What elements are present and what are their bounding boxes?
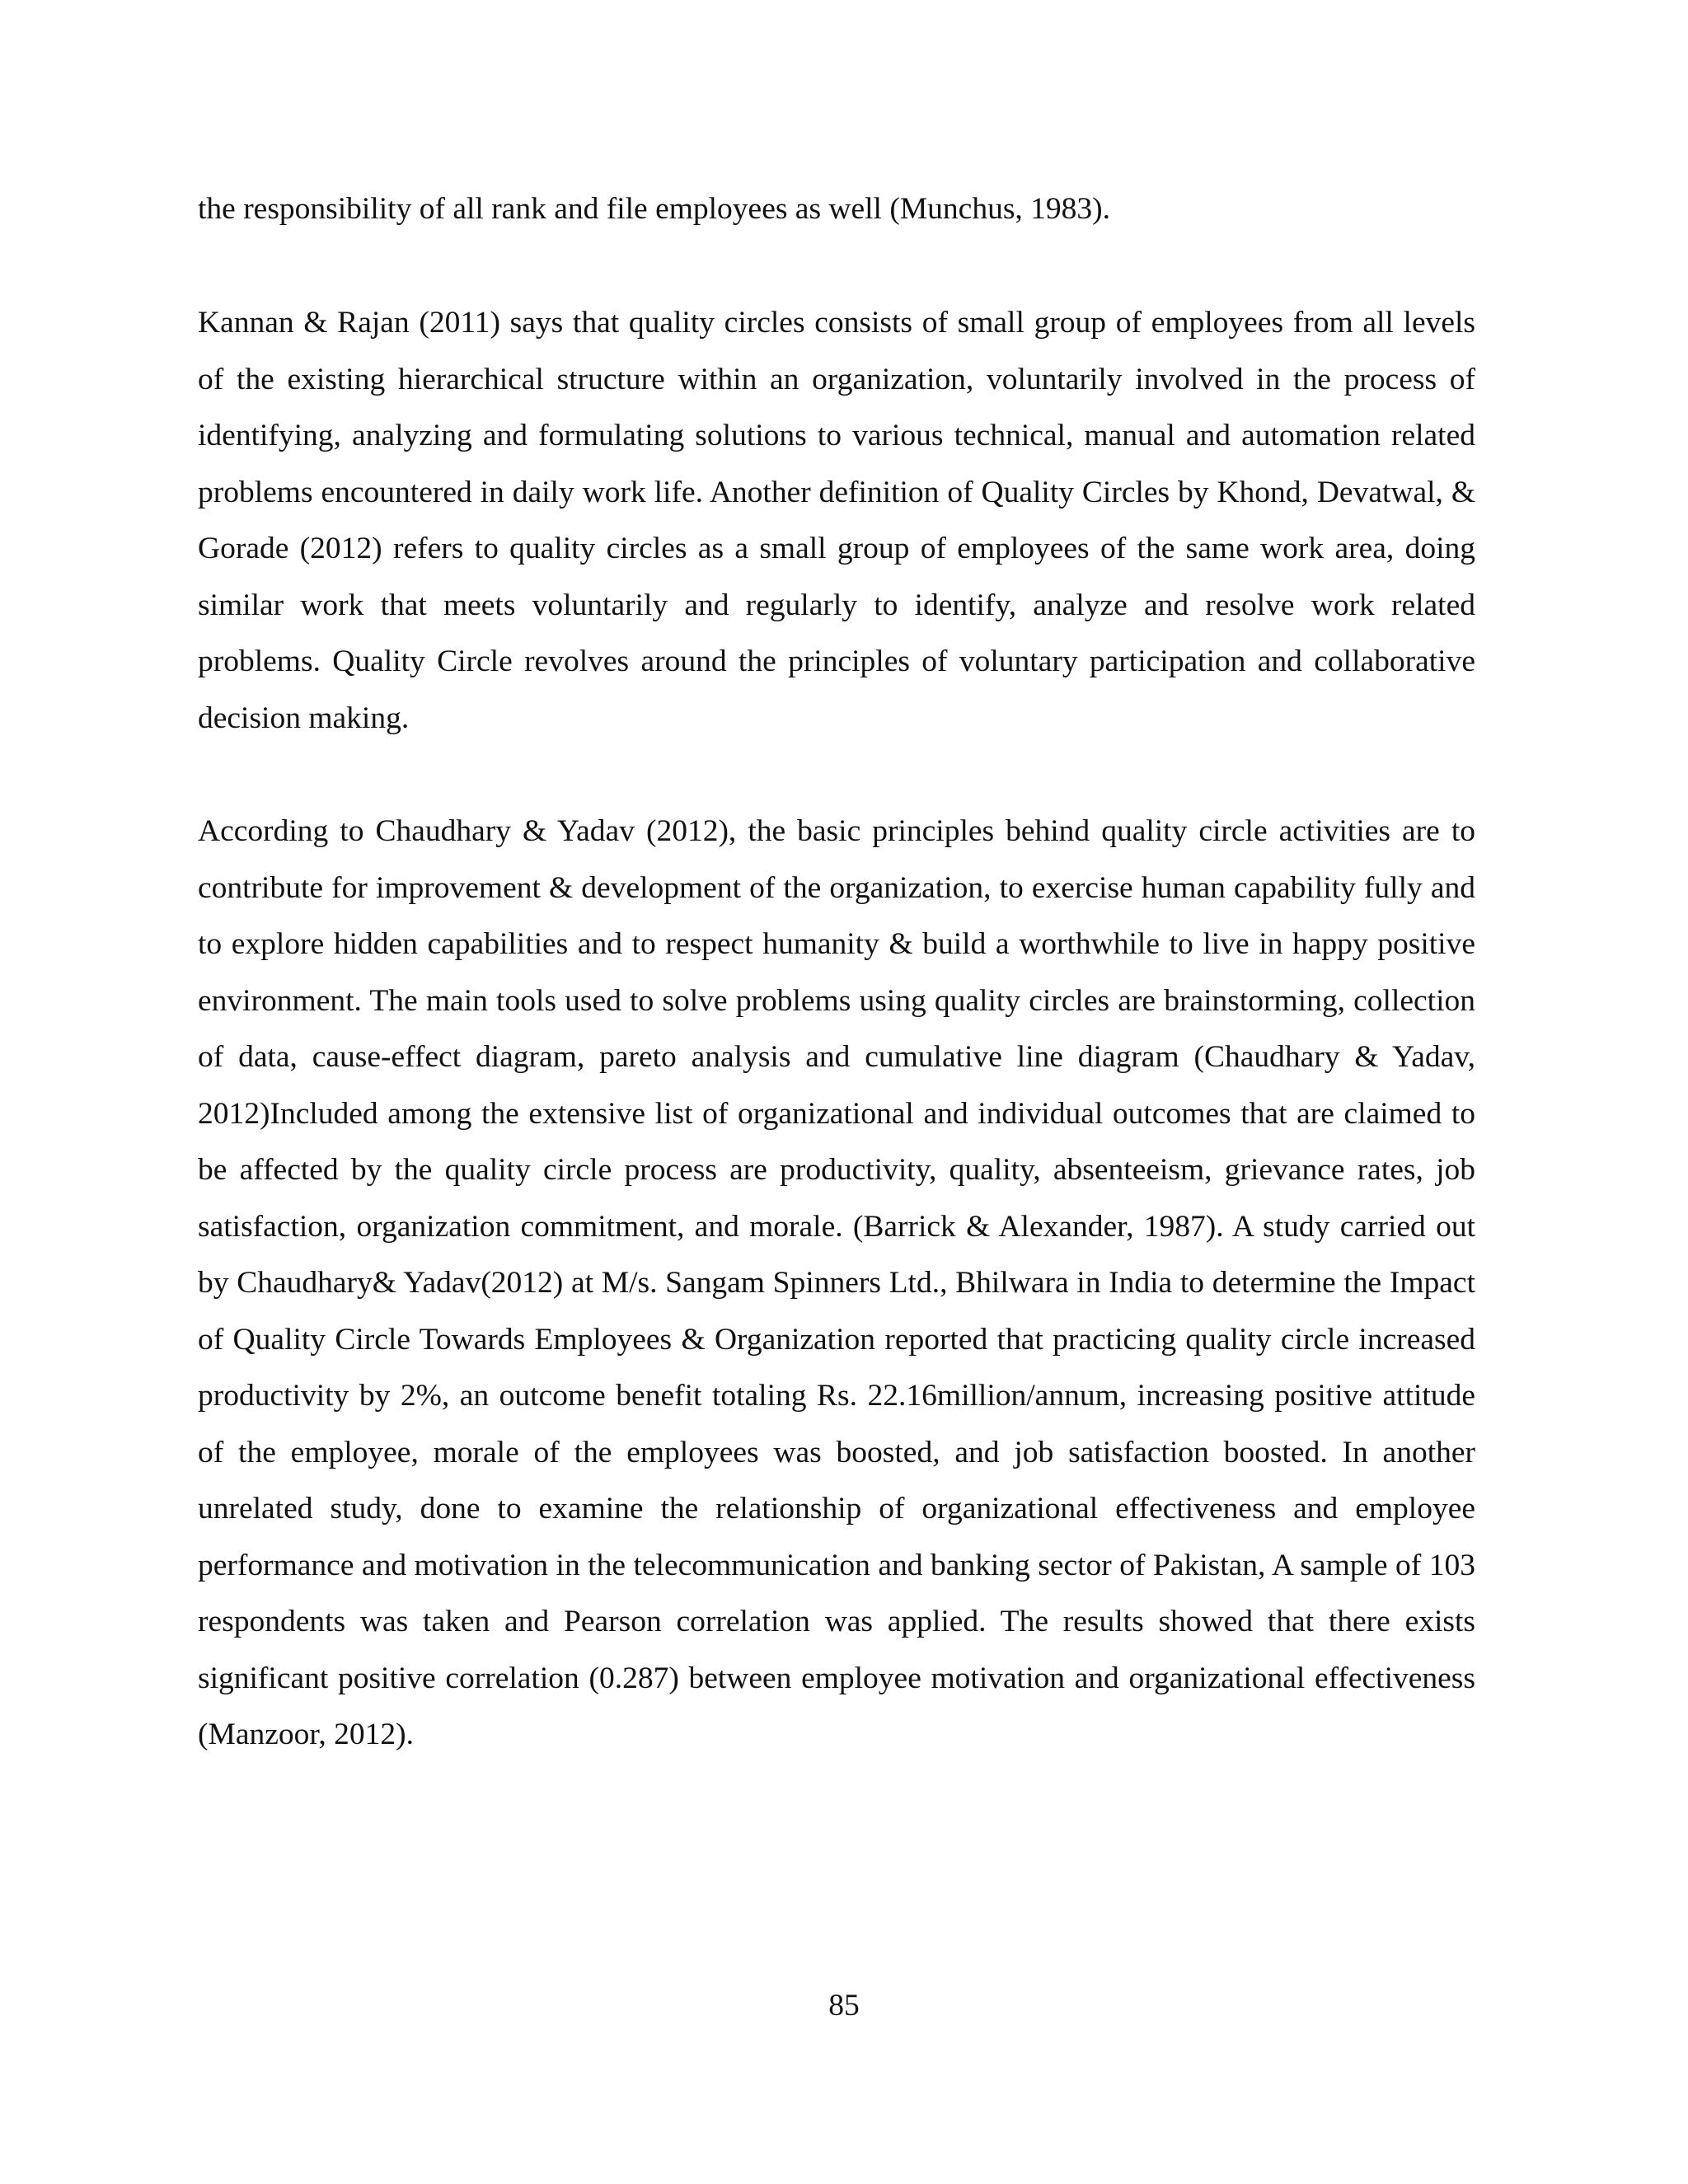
paragraph-quality-circle-principles: According to Chaudhary & Yadav (2012), the basic principles behind quality circle activities are to contribute for improvement & development of the organization, to exercise human capability fully and to explore hidden capabilities and to respect humanity & build a worthwhile to live in happy positive environment. The main tools used to solve problems using quality circles are brainstorming, collection of data, cause-effect diagram, pareto analysis and cumulative line diagram (Chaudhary & Yadav, 2012)Included among the extensive list of organizational and individual outcomes that are claimed to be affected by the quality circle process are productivity, quality, absenteeism, grievance rates, job satisfaction, organization commitment, and morale. (Barrick & Alexander, 1987). A study carried out by Chaudhary& Yadav(2012) at M/s. Sangam Spinners Ltd., Bhilwara in India to determine the Impact of Quality Circle Towards Employees & Organization reported that practicing quality circle increased productivity by 2%, an outcome benefit totaling Rs. 22.16million/annum, increasing positive attitude of the employee, morale of the employees was boosted, and job satisfaction boosted. In another unrelated study, done to examine the relationship of organizational effectiveness and employee performance and motivation in the telecommunication and banking sector of Pakistan, A sample of 103 respondents was taken and Pearson correlation was applied. The results showed that there exists significant positive correlation (0.287) between employee motivation and organizational effectiveness (Manzoor, 2012). <box>198 814 1475 1751</box>
paragraph-continuation: the responsibility of all rank and file employees as well (Munchus, 1983). <box>198 192 1111 226</box>
paragraph-quality-circle-definitions: Kannan & Rajan (2011) says that quality circles consists of small group of employees from all levels of the existing hierarchical structure within an organization, voluntarily involved in the process of identifying, analyzing and formulating solutions to various technical, manual and automation related problems encountered in daily work life. Another definition of Quality Circles by Khond, Devatwal, & Gorade (2012) refers to quality circles as a small group of employees of the same work area, doing similar work that meets voluntarily and regularly to identify, analyze and resolve work related problems. Quality Circle revolves around the principles of voluntary participation and collaborative decision making. <box>198 306 1475 735</box>
page-number: 85 <box>828 1989 860 2022</box>
